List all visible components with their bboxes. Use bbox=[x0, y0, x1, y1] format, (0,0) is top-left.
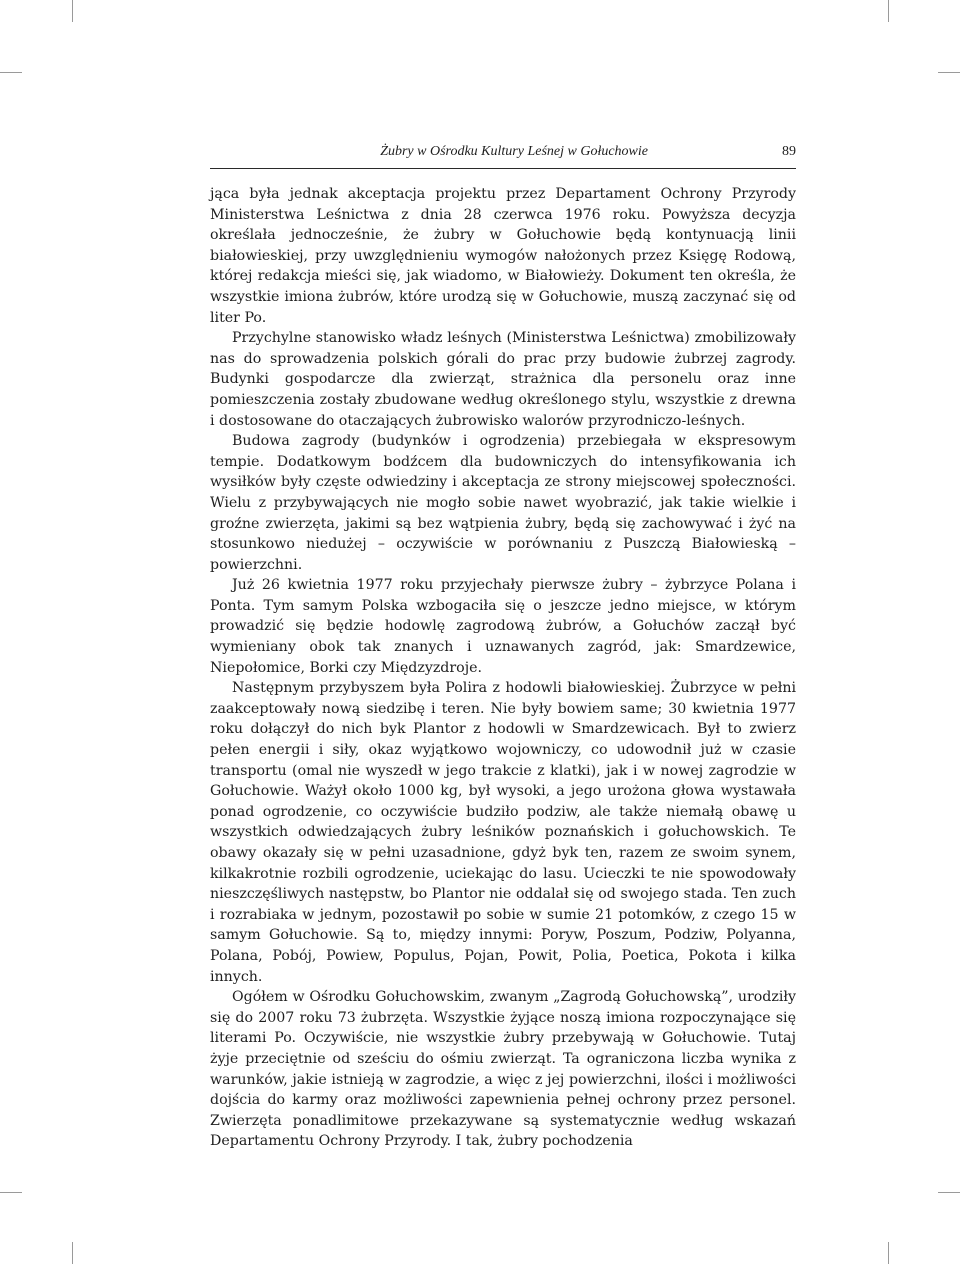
paragraph: Już 26 kwietnia 1977 roku przyjechały pierwsze żubry – żybrzyce Polana i Ponta. Tym samym Polska wzbogaciła się o jeszcze jedno miejsce, w którym prowadzić się będzie hodowlę zagrodową żubrów, a Gołuchów zaczął być wymieniany obok tak znanych i uznawanych zagród, jak: Smardzewice, Niepołomice, Borki czy Międzyzdroje. bbox=[210, 577, 796, 676]
crop-mark-left-bottom bbox=[0, 1192, 22, 1193]
crop-mark-right-top bbox=[938, 72, 960, 73]
running-header bbox=[210, 144, 796, 166]
crop-mark-left-top bbox=[0, 72, 22, 73]
crop-mark-top-right bbox=[888, 0, 889, 22]
paragraph-continued: jąca była jednak akceptacja projektu przez Departament Ochrony Przyrody Ministerstwa Leśnictwa z dnia 28 czerwca 1976 roku. Powyższa decyzja określała jednocześnie, że żubry w Gołuchowie będą kontynuacją linii białowieskiej, przy uwzględnieniu wymogów nałożonych przez Księgę Rodową, której redakcja mieści się, jak wiadomo, w Białowieży. Dokument ten określa, że wszystkie imiona żubrów, które urodzą się w Gołuchowie, muszą zaczynać się od liter Po. bbox=[210, 186, 796, 326]
crop-mark-bottom-right bbox=[888, 1242, 889, 1264]
paragraph: Przychylne stanowisko władz leśnych (Ministerstwa Leśnictwa) zmobilizowały nas do sprowadzenia polskich górali do prac przy budowie żubrzej zagrody. Budynki gospodarcze dla zwierząt, strażnica dla personelu oraz inne pomieszczenia zostały zbudowane według określonego stylu, wszystkie z drewna i dostosowane do otaczających żubrowisko walorów przyrodniczo-leśnych. bbox=[210, 330, 796, 429]
page-number: 89 bbox=[782, 144, 796, 159]
crop-mark-right-bottom bbox=[938, 1192, 960, 1193]
paragraph: Następnym przybyszem była Polira z hodowli białowieskiej. Żubrzyce w pełni zaakceptowały nową siedzibę i teren. Nie były bowiem same; 30 kwietnia 1977 roku dołączył do nich byk Plantor z hodowli w Smardzewicach. Był to zwierz pełen energii i siły, okaz wyjątkowo wojowniczy, co udowodnił już w czasie transportu (omal nie wyszedł w jego trakcie z klatki), jak i w nowej zagrodzie w Gołuchowie. Ważył około 1000 kg, był wysoki, a jego urożona głowa wystawała ponad ogrodzenie, co oczywiście budziło podziw, ale także niemałą obawę u wszystkich odwiedzających żubry leśników poznańskich i gołuchowskich. Te obawy okazały się w pełni uzasadnione, gdyż byk ten, razem ze swoim synem, kilkakrotnie rozbili ogrodzenie, uciekając do lasu. Ucieczki te nie spowodowały nieszczęśliwych następstw, bo Plantor nie oddalał się od swojego stada. Ten zuch i rozrabiaka w jednym, pozostawił po sobie w sumie 21 potomków, z czego 15 w samym Gołuchowie. Są to, między innymi: Poryw, Poszum, Podziw, Polyanna, Polana, Pobój, Powiew, Populus, Pojan, Powit, Polia, Poetica, Pokota i kilka innych. bbox=[210, 680, 796, 985]
header-rule bbox=[210, 168, 796, 169]
crop-mark-bottom-left bbox=[72, 1242, 73, 1264]
running-title: Żubry w Ośrodku Kultury Leśnej w Gołuchowie bbox=[380, 144, 648, 159]
crop-mark-top-left bbox=[72, 0, 73, 22]
body-text bbox=[210, 184, 796, 1152]
paragraph: Budowa zagrody (budynków i ogrodzenia) przebiegała w ekspresowym tempie. Dodatkowym bodźcem dla budowniczych do intensyfikowania ich wysiłków były częste odwiedziny i akceptacja ze strony miejscowej społeczności. Wielu z przybywających nie mogło sobie nawet wyobrazić, jak takie wielkie i groźne zwierzęta, jakimi są bez wątpienia żubry, będą się zachowywać i żyć na stosunkowo niedużej – oczywiście w porównaniu z Puszczą Białowieską – powierzchni. bbox=[210, 433, 796, 573]
paragraph: Ogółem w Ośrodku Gołuchowskim, zwanym „Zagrodą Gołuchowską”, urodziły się do 2007 roku 73 żubrzęta. Wszystkie żyjące noszą imiona rozpoczynające się literami Po. Oczywiście, nie wszystkie żubry przebywają w Gołuchowie. Tutaj żyje przeciętnie od sześciu do ośmiu zwierząt. Ta ograniczona liczba wynika z warunków, jakie istnieją w zagrodzie, a więc z jej powierzchni, ilości i możliwości dojścia do karmy oraz możliwości zapewnienia pełnej ochrony przez personel. Zwierzęta ponadlimitowe przekazywane są systematycznie według wskazań Departamentu Ochrony Przyrody. I tak, żubry pochodzenia bbox=[210, 989, 796, 1150]
